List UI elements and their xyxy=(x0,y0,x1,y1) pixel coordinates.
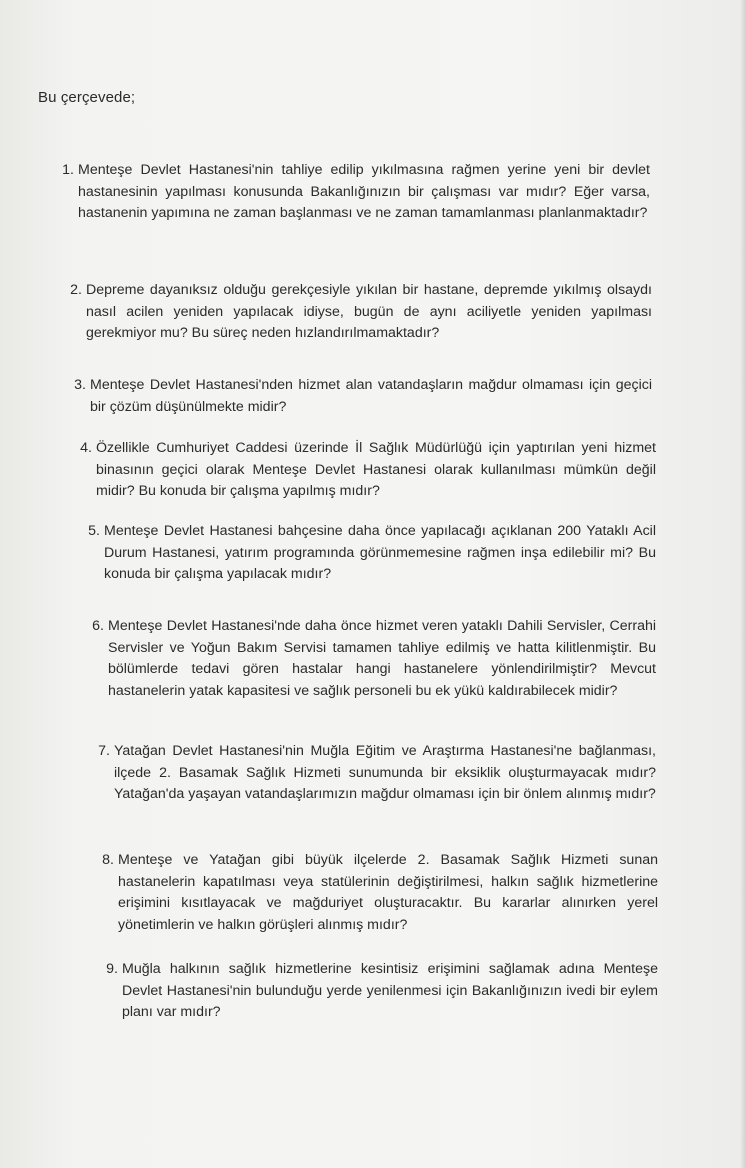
question-number: 6. xyxy=(92,618,104,634)
question-text: Menteşe Devlet Hastanesi'nin tahliye edilip yıkılmasına rağmen yerine yeni bir devlet hastanesinin yapılması konusunda Bakanlığınızın bir çalışması var mıdır? Eğer varsa, hastanenin yapımına ne zaman başlanması ve ne zaman tamamlanması planlanmaktadır? xyxy=(78,162,650,221)
question-item-2 xyxy=(70,280,652,345)
question-item-9 xyxy=(106,959,658,1024)
question-number: 7. xyxy=(98,743,110,759)
intro-line: Bu çerçevede; xyxy=(38,89,136,106)
question-item-7 xyxy=(98,741,656,806)
question-number: 5. xyxy=(88,523,100,539)
question-text: Depreme dayanıksız olduğu gerekçesiyle yıkılan bir hastane, depremde yıkılmış olsaydı nasıl acilen yeniden yapılacak idiyse, bugün de aynı aciliyetle yeniden yapılması gerekmiyor mu? Bu süreç neden hızlandırılmamaktadır? xyxy=(86,282,652,341)
question-item-6 xyxy=(92,616,656,702)
page-edge-shadow xyxy=(740,0,746,1168)
question-text: Muğla halkının sağlık hizmetlerine kesintisiz erişimini sağlamak adına Menteşe Devlet Hastanesi'nin bulunduğu yerde yenilenmesi için Bakanlığınızın ivedi bir eylem planı var mıdır? xyxy=(122,961,658,1020)
question-number: 3. xyxy=(74,377,86,393)
question-number: 8. xyxy=(102,852,114,868)
question-number: 9. xyxy=(106,961,118,977)
question-item-3 xyxy=(74,375,652,418)
question-text: Menteşe ve Yatağan gibi büyük ilçelerde 2. Basamak Sağlık Hizmeti sunan hastanelerin kapatılması veya statülerinin değiştirilmesi, halkın sağlık hizmetlerine erişimini kısıtlayacak ve mağduriyet oluşturacaktır. Bu kararlar alınırken yerel yönetimlerin ve halkın görüşleri alınmış mıdır? xyxy=(118,852,658,933)
question-item-1 xyxy=(62,160,650,225)
question-number: 1. xyxy=(62,162,74,178)
question-text: Menteşe Devlet Hastanesi'nde daha önce hizmet veren yataklı Dahili Servisler, Cerrahi Servisler ve Yoğun Bakım Servisi tamamen tahliye edilmiş ve hatta kilitlenmiştir. Bu bölümlerde tedavi gören hastalar hangi hastanelere yönlendirilmiştir? Mevcut hastanelerin yatak kapasitesi ve sağlık personeli bu ek yükü kaldırabilecek midir? xyxy=(108,618,656,699)
question-text: Özellikle Cumhuriyet Caddesi üzerinde İl Sağlık Müdürlüğü için yaptırılan yeni hizmet binasının geçici olarak Menteşe Devlet Hastanesi olarak kullanılması mümkün değil midir? Bu konuda bir çalışma yapılmış mıdır? xyxy=(96,440,656,499)
question-item-5 xyxy=(88,521,656,586)
question-text: Menteşe Devlet Hastanesi'nden hizmet alan vatandaşların mağdur olmaması için geçici bir çözüm düşünülmekte midir? xyxy=(90,377,652,415)
question-item-8 xyxy=(102,850,658,936)
question-number: 4. xyxy=(80,440,92,456)
question-item-4 xyxy=(80,438,656,503)
question-number: 2. xyxy=(70,282,82,298)
question-text: Menteşe Devlet Hastanesi bahçesine daha önce yapılacağı açıklanan 200 Yataklı Acil Durum Hastanesi, yatırım programında görünmemesine rağmen inşa edilebilir mi? Bu konuda bir çalışma yapılacak mıdır? xyxy=(104,523,656,582)
question-text: Yatağan Devlet Hastanesi'nin Muğla Eğitim ve Araştırma Hastanesi'ne bağlanması, ilçede 2. Basamak Sağlık Hizmeti sunumunda bir eksiklik oluşturmayacak mıdır? Yatağan'da yaşayan vatandaşlarımızın mağdur olmaması için bir önlem alınmış mıdır? xyxy=(114,743,656,802)
